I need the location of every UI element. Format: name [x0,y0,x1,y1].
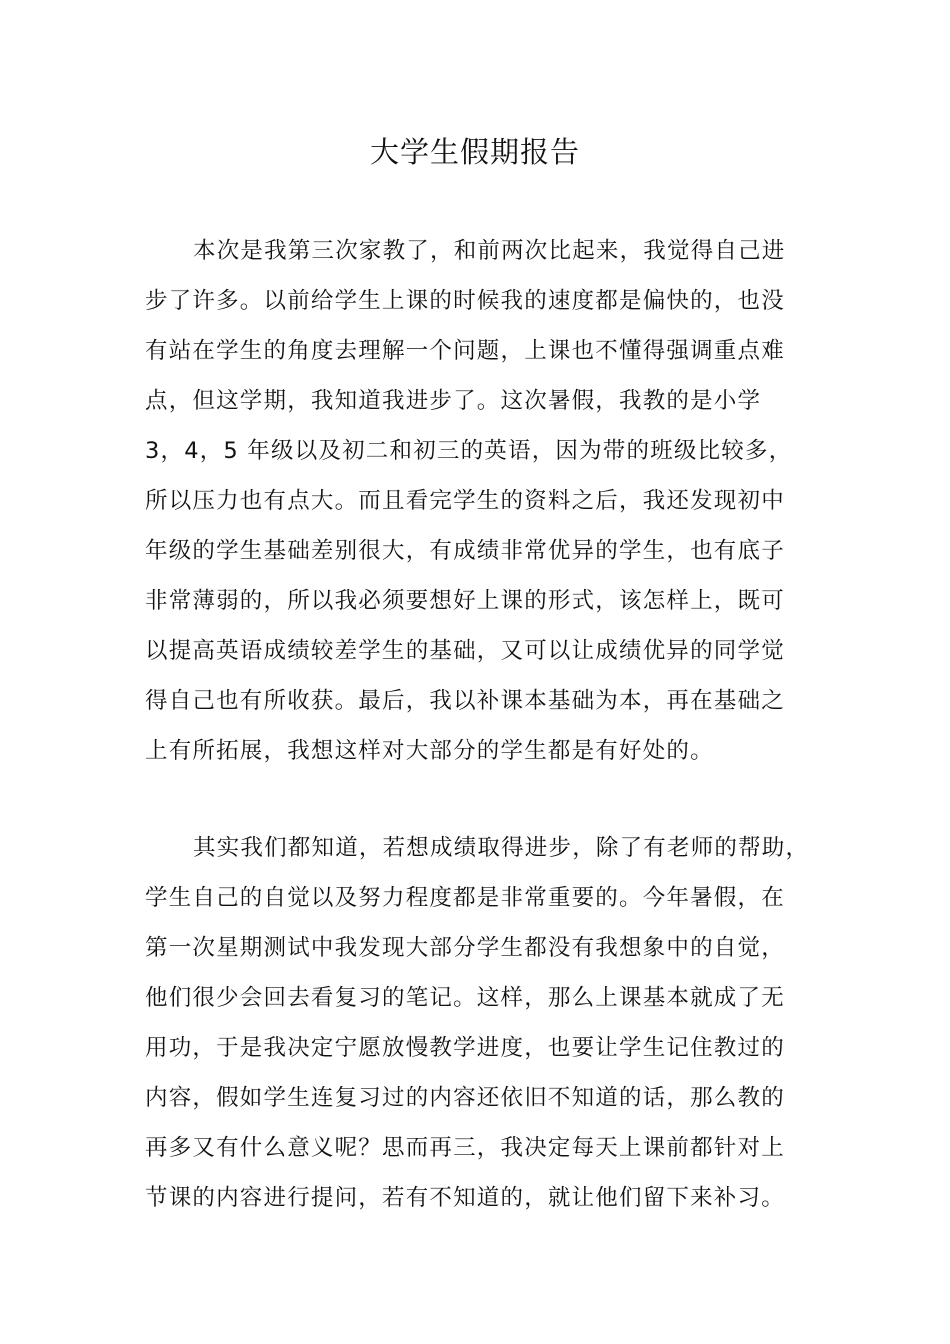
text-line: 上有所拓展，我想这样对大部分的学生都是有好处的。 [145,738,714,764]
text-line: 点，但这学期，我知道我进步了。这次暑假，我教的是小学 [145,388,762,414]
text-line: 3，4，5 年级以及初二和初三的英语，因为带的班级比较多， [145,438,793,464]
text-line: 再多又有什么意义呢？思而再三，我决定每天上课前都针对上 [145,1135,785,1161]
text-line: 所以压力也有点大。而且看完学生的资料之后，我还发现初中 [145,488,785,514]
text-line: 步了许多。以前给学生上课的时候我的速度都是偏快的，也没 [145,288,785,314]
paragraph [145,226,835,776]
text-line: 得自己也有所收获。最后，我以补课本基础为本，再在基础之 [145,688,785,714]
text-line: 用功，于是我决定宁愿放慢教学进度，也要让学生记住教过的 [145,1035,785,1061]
text-line: 内容，假如学生连复习过的内容还依旧不知道的话，那么教的 [145,1085,785,1111]
text-line: 本次是我第三次家教了，和前两次比起来，我觉得自己进 [193,238,786,264]
text-line: 第一次星期测试中我发现大部分学生都没有我想象中的自觉， [145,935,785,961]
text-line: 其实我们都知道，若想成绩取得进步，除了有老师的帮助， [193,835,810,861]
text-line: 有站在学生的角度去理解一个问题，上课也不懂得强调重点难 [145,338,785,364]
text-line: 学生自己的自觉以及努力程度都是非常重要的。今年暑假，在 [145,885,785,911]
text-line: 以提高英语成绩较差学生的基础，又可以让成绩优异的同学觉 [145,638,785,664]
text-line: 他们很少会回去看复习的笔记。这样，那么上课基本就成了无 [145,985,785,1011]
text-line: 年级的学生基础差别很大，有成绩非常优异的学生，也有底子 [145,538,785,564]
text-line: 非常薄弱的，所以我必须要想好上课的形式，该怎样上，既可 [145,588,785,614]
paragraph [145,823,835,1223]
page-title: 大学生假期报告 [369,135,580,169]
text-line: 节课的内容进行提问，若有不知道的，就让他们留下来补习。 [145,1185,785,1211]
